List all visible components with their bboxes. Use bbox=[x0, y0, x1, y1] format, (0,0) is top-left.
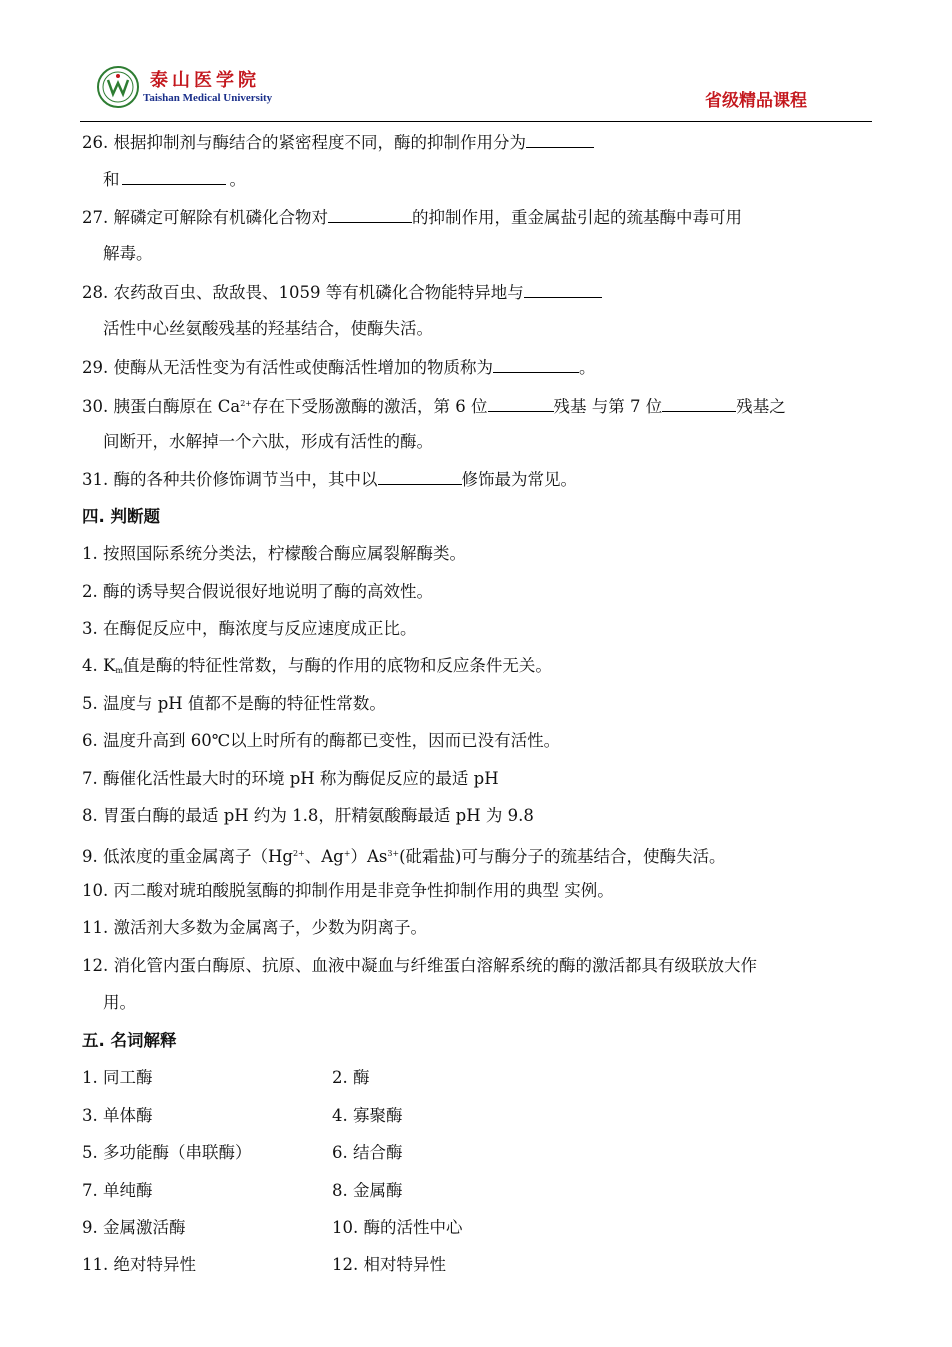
tf-item-4: 4. $K_m$值是酶的特征性常数，与酶的作用的底物和反应条件无关。 bbox=[82, 656, 552, 675]
question-30-line2: 间断开，水解掉一个六肽，形成有活性的酶。 bbox=[103, 432, 433, 451]
question-26-line1: 26. 根据抑制剂与酶结合的紧密程度不同，酶的抑制作用分为 bbox=[82, 131, 594, 154]
answer-blank bbox=[524, 281, 602, 298]
school-name-cn: 泰山医学院 bbox=[150, 70, 260, 91]
term-item: 12. 相对特异性 bbox=[332, 1255, 446, 1274]
term-item: 11. 绝对特异性 bbox=[82, 1255, 196, 1274]
page-header bbox=[0, 0, 952, 125]
term-item: 6. 结合酶 bbox=[332, 1143, 403, 1162]
term-item: 3. 单体酶 bbox=[82, 1106, 153, 1125]
term-item: 10. 酶的活性中心 bbox=[332, 1218, 463, 1237]
tf-item-11: 11. 激活剂大多数为金属离子，少数为阴离子。 bbox=[82, 918, 427, 937]
answer-blank bbox=[526, 131, 594, 148]
tf-item-12: 12. 消化管内蛋白酶原、抗原、血液中凝血与纤维蛋白溶解系统的酶的激活都具有级联放大作 bbox=[82, 956, 757, 975]
tf-item-12-cont: 用。 bbox=[103, 993, 136, 1012]
tf-item-9: 9. 低浓度的重金属离子（$Hg^{2+}$、$Ag^+)As^{3+}$(砒霜盐)可与酶分子的巯基结合，使酶失活。 bbox=[82, 847, 726, 866]
term-item: 4. 寡聚酶 bbox=[332, 1106, 403, 1125]
term-item: 1. 同工酶 bbox=[82, 1068, 153, 1087]
tf-item-6: 6. 温度升高到 60℃以上时所有的酶都已变性，因而已没有活性。 bbox=[82, 731, 561, 750]
tf-item-3: 3. 在酶促反应中，酶浓度与反应速度成正比。 bbox=[82, 619, 417, 638]
section-5-title: 五. 名词解释 bbox=[82, 1031, 177, 1050]
school-name-en: Taishan Medical University bbox=[143, 92, 273, 104]
tf-item-5: 5. 温度与 pH 值都不是酶的特征性常数。 bbox=[82, 694, 386, 713]
answer-blank bbox=[488, 395, 554, 412]
question-27-line2: 解毒。 bbox=[103, 244, 153, 263]
term-item: 2. 酶 bbox=[332, 1068, 370, 1087]
term-item: 5. 多功能酶（串联酶） bbox=[82, 1143, 252, 1162]
term-item: 8. 金属酶 bbox=[332, 1181, 403, 1200]
question-26-line2: 和 。 bbox=[103, 170, 246, 189]
section-4-title: 四. 判断题 bbox=[82, 507, 161, 526]
tf-item-8: 8. 胃蛋白酶的最适 pH 约为 1.8，肝精氨酸酶最适 pH 为 9.8 bbox=[82, 806, 534, 825]
term-item: 9. 金属激活酶 bbox=[82, 1218, 186, 1237]
question-31: 31. 酶的各种共价修饰调节当中，其中以 修饰最为常见。 bbox=[82, 470, 577, 489]
header-divider bbox=[80, 121, 872, 122]
question-29: 29. 使酶从无活性变为有活性或使酶活性增加的物质称为 。 bbox=[82, 358, 596, 377]
course-tag: 省级精品课程 bbox=[705, 91, 807, 111]
tf-item-2: 2. 酶的诱导契合假说很好地说明了酶的高效性。 bbox=[82, 582, 433, 601]
university-logo-icon bbox=[97, 66, 139, 108]
answer-blank bbox=[328, 206, 412, 223]
question-30-line1: 30. 胰蛋白酶原在 $Ca^{2+}$存在下受肠激酶的激活，第 6 位 残基 与第 7 位 残基之 bbox=[82, 397, 786, 416]
question-28-line1: 28. 农药敌百虫、敌敌畏、1059 等有机磷化合物能特异地与 bbox=[82, 281, 602, 304]
term-item: 7. 单纯酶 bbox=[82, 1181, 153, 1200]
tf-item-7: 7. 酶催化活性最大时的环境 pH 称为酶促反应的最适 pH bbox=[82, 769, 499, 788]
question-28-line2: 活性中心丝氨酸残基的羟基结合，使酶失活。 bbox=[103, 319, 433, 338]
tf-item-1: 1. 按照国际系统分类法，柠檬酸合酶应属裂解酶类。 bbox=[82, 544, 466, 563]
answer-blank bbox=[378, 468, 462, 485]
tf-item-10: 10. 丙二酸对琥珀酸脱氢酶的抑制作用是非竞争性抑制作用的典型 实例。 bbox=[82, 881, 614, 900]
answer-blank bbox=[662, 395, 736, 412]
question-27-line1: 27. 解磷定可解除有机磷化合物对 的抑制作用，重金属盐引起的巯基酶中毒可用 bbox=[82, 208, 742, 227]
answer-blank bbox=[493, 356, 579, 373]
answer-blank bbox=[122, 168, 226, 185]
